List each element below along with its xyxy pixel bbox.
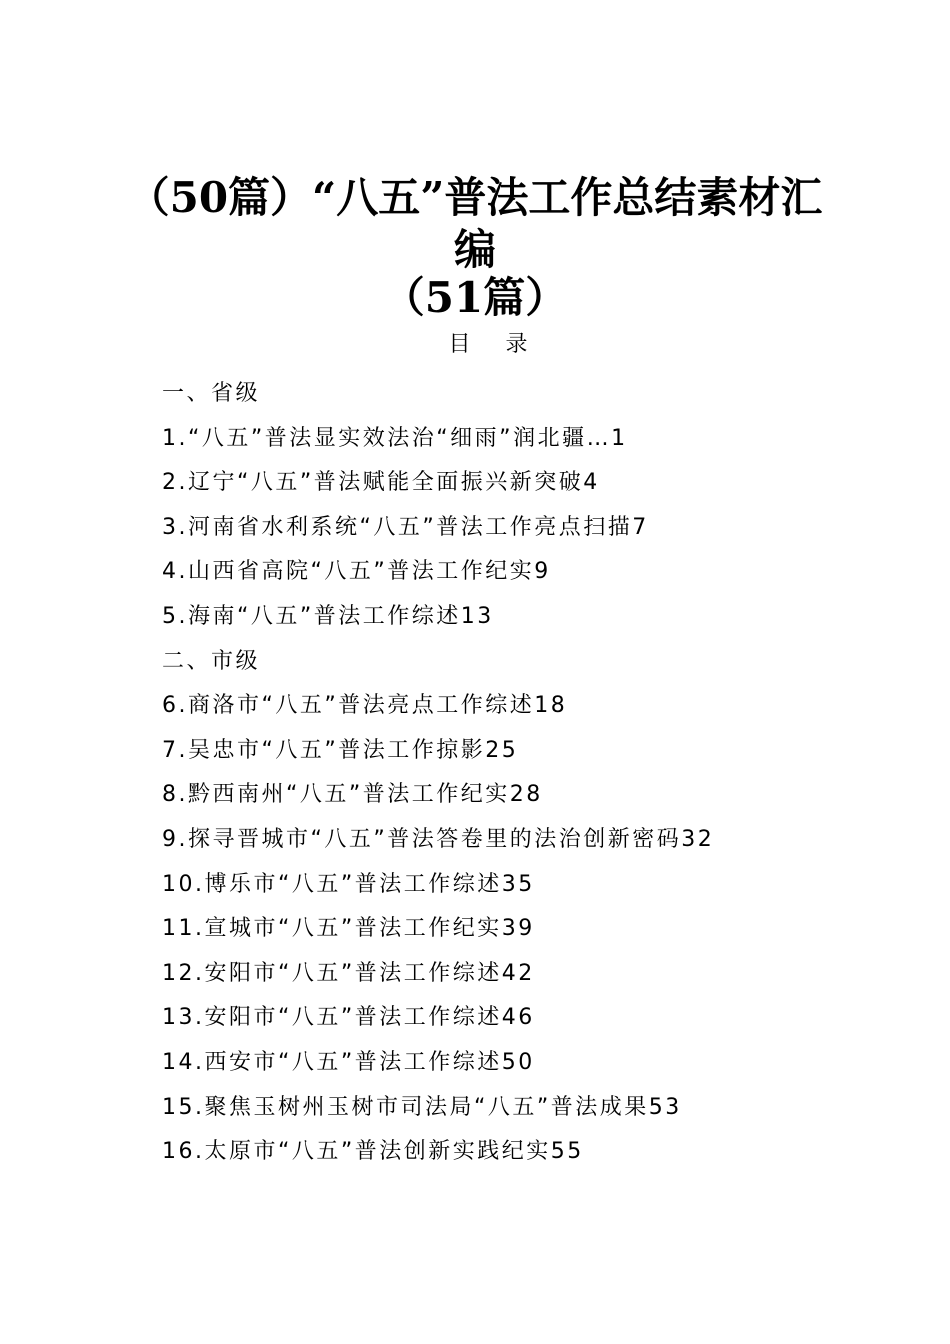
toc-item: 3.河南省水利系统“八五”普法工作亮点扫描7: [162, 514, 649, 540]
toc-item: 4.山西省高院“八五”普法工作纪实9: [162, 559, 551, 585]
toc-item: 6.商洛市“八五”普法亮点工作综述18: [162, 693, 568, 719]
toc-item: 14.西安市“八五”普法工作综述50: [162, 1049, 535, 1075]
toc-heading: 目 录: [448, 332, 542, 357]
toc-item: 2.辽宁“八五”普法赋能全面振兴新突破4: [162, 470, 600, 496]
toc-section-provincial: 一、省级: [162, 381, 261, 406]
document-title-line-2: 编: [453, 225, 496, 274]
toc-item: 9.探寻晋城市“八五”普法答卷里的法治创新密码32: [162, 826, 715, 852]
toc-item: 1.“八五”普法显实效法治“细雨”润北疆…1: [162, 425, 628, 451]
toc-item: 12.安阳市“八五”普法工作综述42: [162, 960, 535, 986]
toc-item: 13.安阳市“八五”普法工作综述46: [162, 1005, 535, 1031]
toc-item: 7.吴忠市“八五”普法工作掠影25: [162, 737, 519, 763]
document-title-line-1: （50篇）“八五”普法工作总结素材汇: [127, 173, 823, 222]
toc-item: 10.博乐市“八五”普法工作综述35: [162, 871, 535, 897]
toc-item: 5.海南“八五”普法工作综述13: [162, 603, 494, 629]
toc-item: 11.宣城市“八五”普法工作纪实39: [162, 916, 535, 942]
toc-item: 15.聚焦玉树州玉树市司法局“八五”普法成果53: [162, 1094, 682, 1120]
toc-item: 8.黔西南州“八五”普法工作纪实28: [162, 782, 543, 808]
toc-item: 16.太原市“八五”普法创新实践纪实55: [162, 1139, 584, 1165]
toc-section-municipal: 二、市级: [162, 648, 261, 674]
document-title-line-3: （51篇）: [382, 273, 568, 322]
table-of-contents: [162, 372, 714, 1175]
